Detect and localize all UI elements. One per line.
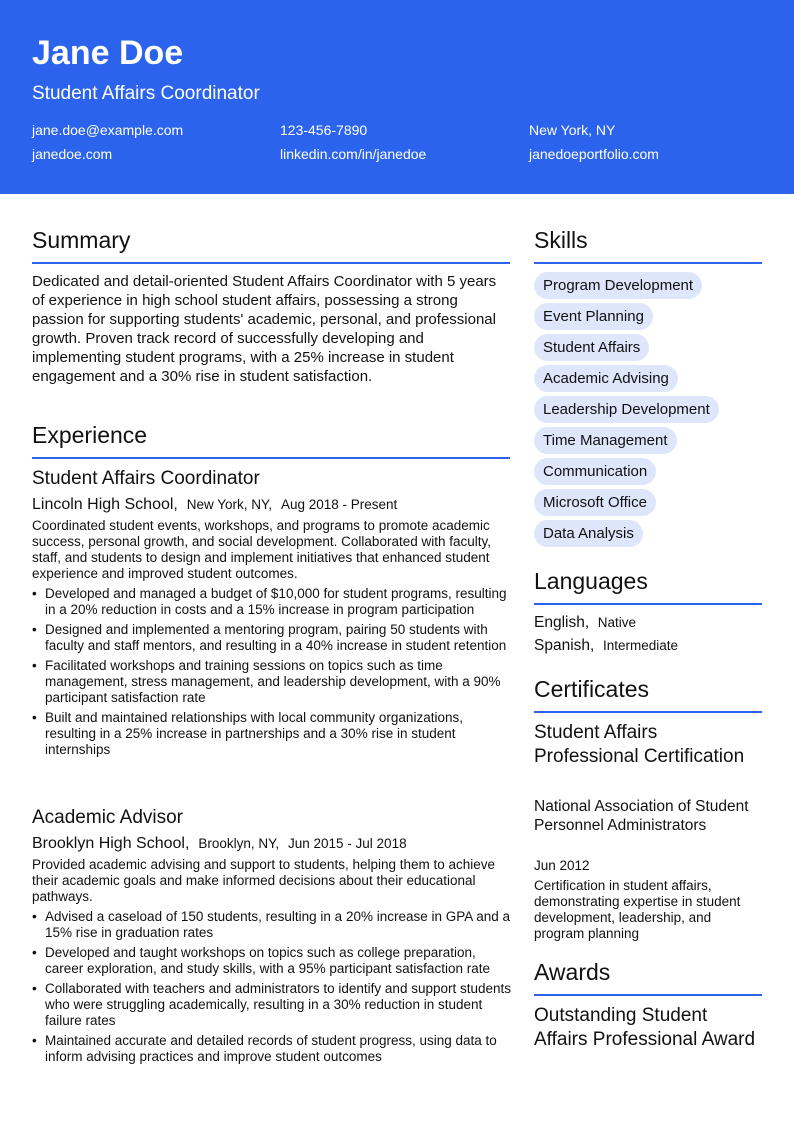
- contact-linkedin[interactable]: linkedin.com/in/janedoe: [280, 146, 427, 162]
- experience-divider: [32, 457, 510, 459]
- job-bullet: • Facilitated workshops and training sessions on topics such as time management, stress management, and leadership development, with a 90% participant satisfaction rate: [32, 658, 512, 706]
- skills-divider: [534, 262, 762, 264]
- summary-divider: [32, 262, 510, 264]
- contact-email[interactable]: jane.doe@example.com: [32, 122, 184, 138]
- job-dates: Jun 2015 - Jul 2018: [288, 836, 407, 851]
- job-meta: [32, 835, 407, 853]
- contact-location: New York, NY: [529, 122, 616, 138]
- job-bullet: • Developed and managed a budget of $10,000 for student programs, resulting in a 20% reduction in costs and a 15% increase in program participation: [32, 586, 512, 618]
- certificate-title: Student Affairs Professional Certification: [534, 722, 745, 767]
- job-bullets: [32, 586, 512, 762]
- certificates-divider: [534, 711, 762, 713]
- language-item: [534, 614, 636, 632]
- skill-tag: Student Affairs: [534, 334, 649, 361]
- job-description: Provided academic advising and support to students, helping them to achieve their academic goals and make informed decisions about their educational pathways.: [32, 857, 496, 904]
- skill-tag: Event Planning: [534, 303, 653, 330]
- skill-tag: Leadership Development: [534, 396, 719, 423]
- resume-header: [0, 0, 794, 194]
- job-bullet: • Developed and taught workshops on topics such as college preparation, career exploration, and study skills, with a 95% participant satisfaction rate: [32, 945, 512, 977]
- awards-divider: [534, 994, 762, 996]
- language-level: Intermediate: [602, 638, 678, 653]
- certificate-date: Jun 2012: [534, 858, 590, 873]
- skill-tag: Microsoft Office: [534, 489, 656, 516]
- job-bullet: • Designed and implemented a mentoring program, pairing 50 students with faculty and staff mentors, and resulting in a 40% increase in student retention: [32, 622, 512, 654]
- job-bullets: [32, 909, 512, 1069]
- job-location: Brooklyn, NY,: [198, 836, 280, 851]
- contact-phone[interactable]: 123-456-7890: [280, 122, 368, 138]
- job-employer: Brooklyn High School,: [32, 835, 190, 852]
- candidate-title: Student Affairs Coordinator: [32, 83, 260, 104]
- languages-divider: [534, 603, 762, 605]
- job-dates: Aug 2018 - Present: [280, 497, 398, 512]
- job-meta: [32, 496, 397, 514]
- certificate-issuer: National Association of Student Personnel Administrators: [534, 798, 749, 834]
- job-title: Student Affairs Coordinator: [32, 468, 260, 489]
- summary-heading: Summary: [32, 227, 131, 253]
- languages-heading: Languages: [534, 568, 648, 594]
- skill-tag: Program Development: [534, 272, 702, 299]
- job-bullet: • Built and maintained relationships with local community organizations, resulting in a 25% increase in partnerships and a 30% rise in student internships: [32, 710, 512, 758]
- job-bullet: • Advised a caseload of 150 students, resulting in a 20% increase in GPA and a 15% rise in graduation rates: [32, 909, 512, 941]
- candidate-name: Jane Doe: [32, 34, 184, 72]
- language-name: Spanish,: [534, 637, 595, 654]
- contact-website[interactable]: janedoe.com: [32, 146, 113, 162]
- awards-heading: Awards: [534, 959, 611, 985]
- award-title: Outstanding Student Affairs Professional Award: [534, 1005, 756, 1050]
- skill-tag: Time Management: [534, 427, 677, 454]
- job-bullet: • Collaborated with teachers and administrators to identify and support students who were struggling academically, resulting in a 30% reduction in student failure rates: [32, 981, 512, 1029]
- skill-tag: Communication: [534, 458, 656, 485]
- skills-heading: Skills: [534, 227, 588, 253]
- certificate-description: Certification in student affairs, demonstrating expertise in student development, leadership, and program planning: [534, 878, 741, 941]
- skill-tag: Academic Advising: [534, 365, 678, 392]
- certificates-heading: Certificates: [534, 676, 650, 702]
- job-employer: Lincoln High School,: [32, 496, 178, 513]
- job-location: New York, NY,: [186, 497, 273, 512]
- language-item: [534, 637, 678, 655]
- job-title: Academic Advisor: [32, 807, 184, 828]
- skill-tag: Data Analysis: [534, 520, 643, 547]
- experience-heading: Experience: [32, 422, 148, 448]
- summary-text: Dedicated and detail-oriented Student Affairs Coordinator with 5 years of experience in high school student affairs, possessing a strong passion for supporting students' academic, personal, and professional growth. Proven track record of successfully developing and implementing student programs, with a 25% increase in student engagement and a 30% rise in student satisfaction.: [32, 273, 497, 385]
- contact-portfolio[interactable]: janedoeportfolio.com: [529, 146, 659, 162]
- language-name: English,: [534, 614, 590, 631]
- job-bullet: • Maintained accurate and detailed records of student progress, using data to inform advising practices and improve student outcomes: [32, 1033, 512, 1065]
- language-level: Native: [597, 615, 637, 630]
- job-description: Coordinated student events, workshops, and programs to promote academic success, personal growth, and social development. Collaborated with faculty, staff, and students to design and implement initiatives that enhanced student experience and improved student outcomes.: [32, 518, 491, 581]
